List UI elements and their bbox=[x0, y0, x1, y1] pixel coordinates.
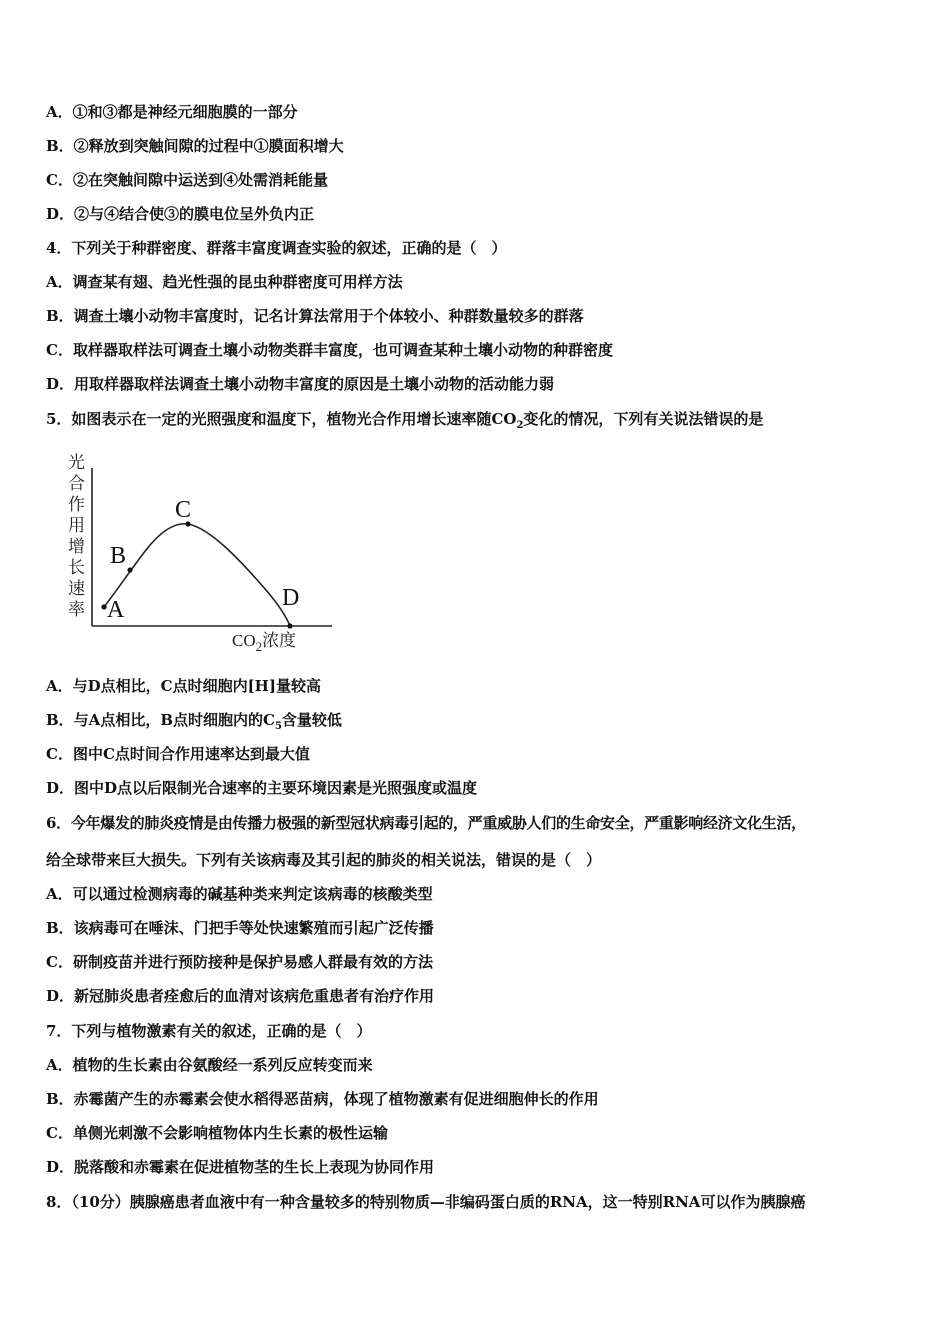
q6-stem-line-2: 给全球带来巨大损失。下列有关该病毒及其引起的肺炎的相关说法，错误的是（ ） bbox=[46, 851, 602, 869]
q7-stem: 7．下列与植物激素有关的叙述，正确的是（ ） bbox=[46, 1022, 372, 1040]
q6-option-a: A．可以通过检测病毒的碱基种类来判定该病毒的核酸类型 bbox=[46, 885, 433, 903]
y-label-char: 率 bbox=[68, 600, 85, 619]
x-axis-label: $CO_2$浓度 bbox=[232, 631, 297, 654]
q6-stem-line-1: 6．今年爆发的肺炎疫情是由传播力极强的新型冠状病毒引起的，严重威胁人们的生命安全，严重影响经济文化生活， bbox=[46, 814, 806, 832]
q3-option-d: D．②与④结合使③的膜电位呈外负内正 bbox=[46, 205, 315, 223]
point-a-marker bbox=[101, 604, 106, 609]
q5-option-b: B．与A点相比，B点时细胞内的$C_5$含量较低 bbox=[46, 711, 342, 732]
y-label-char: 合 bbox=[68, 474, 85, 493]
y-label-char: 作 bbox=[68, 495, 85, 514]
y-label-char: 光 bbox=[68, 453, 85, 472]
q5-option-a: A．与D点相比，C点时细胞内[H]量较高 bbox=[46, 677, 321, 695]
q7-option-d: D．脱落酸和赤霉素在促进植物茎的生长上表现为协同作用 bbox=[46, 1158, 435, 1176]
q4-option-c: C．取样器取样法可调查土壤小动物类群丰富度，也可调查某种土壤小动物的种群密度 bbox=[46, 341, 613, 359]
q6-option-c: C．研制疫苗并进行预防接种是保护易感人群最有效的方法 bbox=[46, 953, 433, 971]
growth-rate-curve bbox=[104, 524, 290, 626]
q6-option-d: D．新冠肺炎患者痊愈后的血清对该病危重患者有治疗作用 bbox=[46, 987, 435, 1005]
q8-stem: 8．（10分）胰腺癌患者血液中有一种含量较多的特别物质—非编码蛋白质的RNA，这一特别RNA可以作为胰腺癌 bbox=[46, 1193, 806, 1211]
point-b-marker bbox=[127, 567, 132, 572]
q4-option-b: B．调查土壤小动物丰富度时，记名计算法常用于个体较小、种群数量较多的群落 bbox=[46, 307, 584, 325]
photosynthesis-co2-figure bbox=[60, 450, 340, 660]
q7-option-b: B．赤霉菌产生的赤霉素会使水稻得恶苗病，体现了植物激素有促进细胞伸长的作用 bbox=[46, 1090, 599, 1108]
q6-option-b: B．该病毒可在唾沫、门把手等处快速繁殖而引起广泛传播 bbox=[46, 919, 434, 937]
q5-option-c: C．图中C点时间合作用速率达到最大值 bbox=[46, 745, 310, 763]
q5-option-d: D．图中D点以后限制光合速率的主要环境因素是光照强度或温度 bbox=[46, 779, 478, 797]
point-b-label: B bbox=[110, 543, 127, 569]
point-d-marker bbox=[287, 623, 292, 628]
q7-option-c: C．单侧光刺激不会影响植物体内生长素的极性运输 bbox=[46, 1124, 388, 1142]
y-label-char: 增 bbox=[68, 537, 85, 556]
q4-option-d: D．用取样器取样法调查土壤小动物丰富度的原因是土壤小动物的活动能力弱 bbox=[46, 375, 555, 393]
q5-stem: 5．如图表示在一定的光照强度和温度下，植物光合作用增长速率随$CO_2$变化的情况，下列有关说法错误的是 bbox=[46, 410, 764, 431]
y-label-char: 长 bbox=[68, 558, 85, 577]
y-label-char: 速 bbox=[68, 579, 85, 598]
q3-option-c: C．②在突触间隙中运送到④处需消耗能量 bbox=[46, 171, 328, 189]
q4-option-a: A．调查某有翅、趋光性强的昆虫种群密度可用样方法 bbox=[46, 273, 403, 291]
q3-option-a: A．①和③都是神经元细胞膜的一部分 bbox=[46, 103, 298, 121]
point-c-label: C bbox=[175, 497, 192, 523]
y-label-char: 用 bbox=[68, 516, 85, 535]
q3-option-b: B．②释放到突触间隙的过程中①膜面积增大 bbox=[46, 137, 344, 155]
point-a-label: A bbox=[107, 597, 125, 623]
point-d-label: D bbox=[282, 585, 300, 611]
q7-option-a: A．植物的生长素由谷氨酸经一系列反应转变而来 bbox=[46, 1056, 373, 1074]
q4-stem: 4．下列关于种群密度、群落丰富度调查实验的叙述，正确的是（ ） bbox=[46, 239, 507, 257]
y-axis-label bbox=[68, 453, 85, 619]
